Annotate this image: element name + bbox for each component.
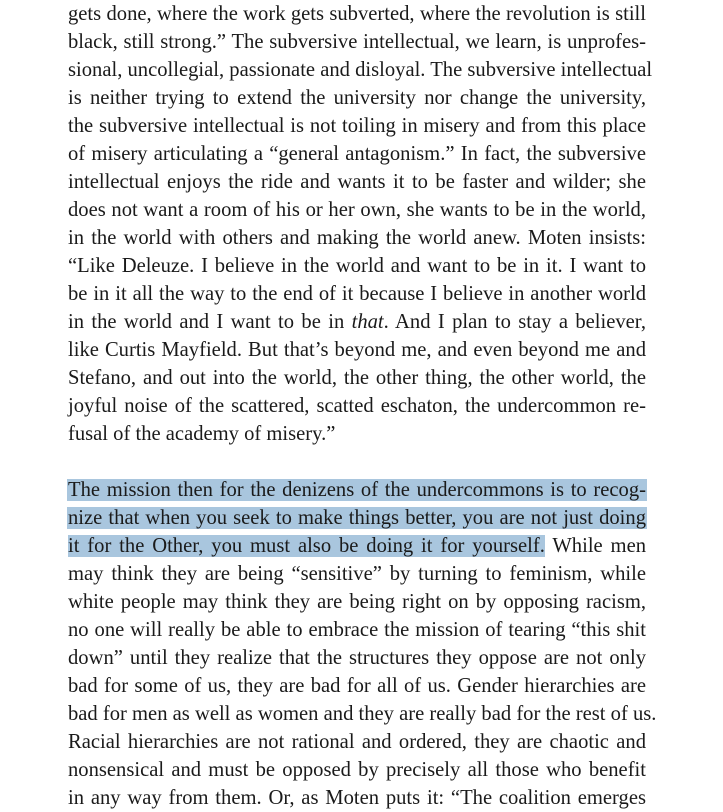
p2-line-11: nonsensical and must be opposed by precisely all those who benefit [68, 759, 646, 781]
p2-line-12: in any way from them. Or, as Moten puts it: “The coalition emerges [68, 787, 646, 809]
p2-line-10: Racial hierarchies are not rational and ordered, they are chaotic and [68, 731, 646, 753]
p1-line-12-before: in the world and I want to be in [68, 311, 352, 333]
p1-line-7: intellectual enjoys the ride and wants it to be faster and wilder; she [68, 171, 646, 193]
p2-line-7: down” until they realize that the structures they oppose are not only [68, 647, 646, 669]
selected-text[interactable]: it for the Other, you must also be doing it for yourself. [68, 535, 545, 557]
p1-line-2: black, still strong.” The subversive intellectual, we learn, is unprofes- [68, 31, 646, 53]
p1-line-4: is neither trying to extend the university nor change the university, [68, 87, 646, 109]
p2-line-5: white people may think they are being right on by opposing racism, [68, 591, 646, 613]
p1-line-6: of misery articulating a “general antagonism.” In fact, the subversive [68, 143, 646, 165]
p1-line-5: the subversive intellectual is not toiling in misery and from this place [68, 115, 646, 137]
p1-line-13: like Curtis Mayfield. But that’s beyond me, and even beyond me and [68, 339, 646, 361]
p1-line-1: gets done, where the work gets subverted, where the revolution is still [68, 3, 646, 25]
p2-line-6: no one will really be able to embrace the mission of tearing “this shit [68, 619, 646, 641]
p2-line-4: may think they are being “sensitive” by turning to feminism, while [68, 563, 646, 585]
p2-line-2[interactable]: nize that when you seek to make things better, you are not just doing [68, 507, 646, 529]
p1-line-9: in the world with others and making the world anew. Moten insists: [68, 227, 646, 249]
p1-line-15: joyful noise of the scattered, scatted eschaton, the undercommon re- [68, 395, 646, 417]
p1-line-8: does not want a room of his or her own, she wants to be in the world, [68, 199, 646, 221]
p1-line-3: sional, uncollegial, passionate and disloyal. The subversive intellectual [68, 59, 653, 81]
p1-line-12-after: . And I plan to stay a believer, [383, 311, 646, 333]
p1-line-10: “Like Deleuze. I believe in the world and want to be in it. I want to [68, 255, 646, 277]
p2-line-1[interactable]: The mission then for the denizens of the undercommons is to recog- [68, 479, 646, 501]
p2-line-3[interactable] [68, 532, 646, 560]
p1-line-11: be in it all the way to the end of it because I believe in another world [68, 283, 646, 305]
p1-line-12 [68, 308, 646, 336]
p1-line-12-italic: that [351, 311, 384, 333]
p1-line-14: Stefano, and out into the world, the other thing, the other world, the [68, 367, 646, 389]
p2-line-3-rest: While men [544, 535, 647, 557]
p2-line-8: bad for some of us, they are bad for all of us. Gender hierarchies are [68, 675, 646, 697]
p2-line-9: bad for men as well as women and they are really bad for the rest of us. [68, 703, 657, 725]
p1-line-16: fusal of the academy of misery.” [68, 423, 336, 445]
